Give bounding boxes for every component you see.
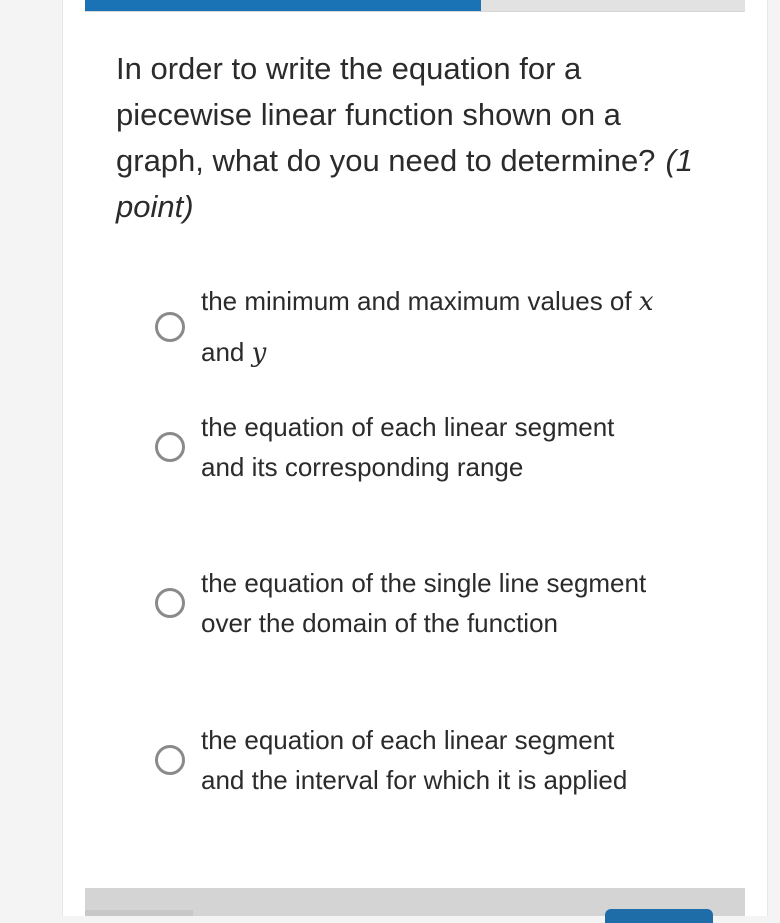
math-variable-y: y [251, 338, 267, 368]
answer-option-2[interactable] [155, 407, 675, 487]
question-prompt [116, 46, 706, 230]
answer-option-label: the equation of the single line segment over the domain of the function [201, 568, 647, 638]
answer-option-label: the equation of each linear segment and its corresponding range [201, 412, 615, 482]
question-points: (1 point) [116, 143, 694, 224]
radio-button-icon[interactable] [155, 745, 185, 775]
answer-option-label [201, 276, 661, 378]
option-text: and [201, 337, 252, 367]
question-text: In order to write the equation for a piecewise linear function shown on a graph, what do you need to determine? [116, 51, 656, 178]
radio-button-icon[interactable] [155, 312, 185, 342]
radio-button-icon[interactable] [155, 588, 185, 618]
radio-button-icon[interactable] [155, 432, 185, 462]
math-variable-x: x [638, 287, 654, 317]
option-text: the minimum and maximum values of [201, 286, 639, 316]
footer-bar [85, 888, 745, 916]
progress-fill [85, 0, 481, 11]
answer-option-label: the equation of each linear segment and the interval for which it is applied [201, 725, 628, 795]
answer-option-1[interactable] [155, 276, 675, 378]
question-card [62, 0, 768, 916]
answer-option-3[interactable] [155, 563, 675, 643]
footer-next-button[interactable] [605, 909, 713, 923]
footer-back-button[interactable] [85, 910, 193, 916]
answer-option-4[interactable] [155, 720, 675, 800]
progress-bar [85, 0, 745, 12]
